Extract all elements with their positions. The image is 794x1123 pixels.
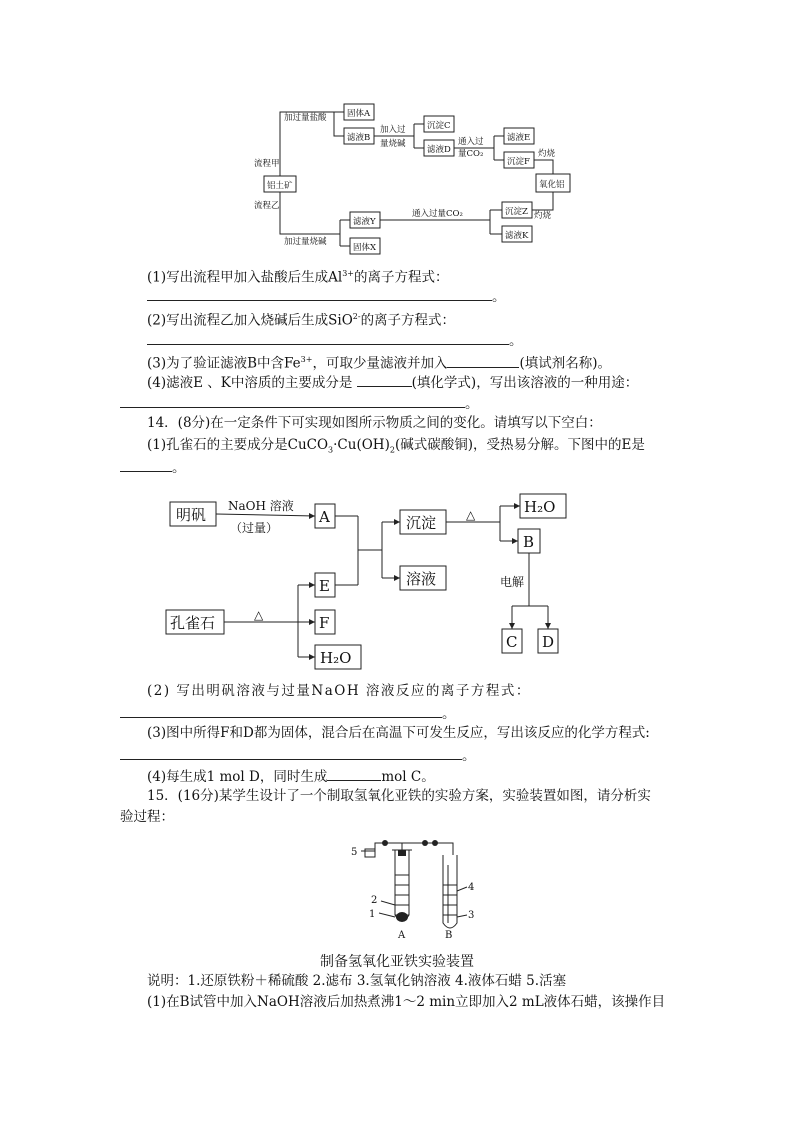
q14-2-blank[interactable]: 。 xyxy=(120,703,456,723)
flowchart-bauxite xyxy=(250,98,590,258)
q14-4-blank[interactable] xyxy=(327,766,381,781)
label-naoh: NaOH 溶液 xyxy=(228,499,294,513)
q14-1: (1)孔雀石的主要成分是$CuCO_3\cdot Cu(OH)_2$(碱式碳酸铜)，受热易分解。下图中的E是 xyxy=(147,437,645,455)
apparatus-label-4: 4 xyxy=(468,882,475,893)
apparatus-label-1: 1 xyxy=(369,909,376,920)
q13-4-blank[interactable] xyxy=(357,372,412,387)
label-burn-2: 灼烧 xyxy=(534,211,552,221)
q13-3-tail: (填试剂名称)。 xyxy=(519,355,612,372)
box-filtrate-b: 滤液B xyxy=(347,133,371,143)
label-naoh: 加过量烧碱 xyxy=(284,237,327,247)
q13-4-text: (4)滤液E 、K中溶质的主要成分是 xyxy=(147,375,357,391)
box-a: A xyxy=(319,508,330,526)
q14-4b: mol C。 xyxy=(381,769,435,785)
box-filtrate-e: 滤液E xyxy=(507,133,531,143)
box-filtrate-d: 滤液D xyxy=(427,145,451,155)
label-add-naoh-2: 量烧碱 xyxy=(380,139,406,149)
q13-3-mid: ，可取少量滤液并加入 xyxy=(312,355,448,372)
q14-2: (2) 写出明矾溶液与过量NaOH 溶液反应的离子方程式： xyxy=(147,683,531,699)
label-delta-2: △ xyxy=(254,608,264,622)
box-solid-a: 固体A xyxy=(347,109,371,119)
box-e: E xyxy=(319,577,330,595)
box-filtrate-k: 滤液K xyxy=(505,231,529,241)
apparatus-label-a: A xyxy=(398,930,406,941)
apparatus-caption: 制备氢氧化亚铁实验装置 xyxy=(320,954,474,970)
box-filtrate-y: 滤液Y xyxy=(353,217,376,227)
q15-1: (1)在B试管中加入NaOH溶液后加热煮沸1～2 min立即加入2 mL液体石蜡，该操作目 xyxy=(147,994,666,1010)
q14-1c: (碱式碳酸铜)，受热易分解。下图中的E是 xyxy=(394,437,645,453)
q14-1a: (1)孔雀石的主要成分是CuCO xyxy=(147,437,329,453)
label-add-co2-3: 通入过量CO₂ xyxy=(412,209,463,219)
q13-2-tail: 的离子方程式： xyxy=(360,312,456,329)
flowchart-alum xyxy=(160,488,580,676)
apparatus-label-2: 2 xyxy=(371,895,378,906)
q15-title-1: 15．(16分)某学生设计了一个制取氢氧化亚铁的实验方案，实验装置如图，请分析实 xyxy=(147,788,651,804)
apparatus-label-3: 3 xyxy=(468,910,475,921)
q14-1-blank[interactable]: 。 xyxy=(120,457,186,477)
label-electrolysis: 电解 xyxy=(500,575,525,589)
q14-title: 14．(8分)在一定条件下可实现如图所示物质之间的变化。请填写以下空白： xyxy=(147,415,602,431)
q14-3: (3)图中所得F和D都为固体，混合后在高温下可发生反应，写出该反应的化学方程式: xyxy=(147,725,650,741)
box-h2o-2: H₂O xyxy=(320,649,352,667)
q13-4-blank-2[interactable]: 。 xyxy=(120,393,479,413)
q15-legend: 说明：1.还原铁粉＋稀硫酸 2.滤布 3.氢氧化钠溶液 4.液体石蜡 5.活塞 xyxy=(147,973,567,989)
box-alum: 明矾 xyxy=(176,506,207,524)
q13-3-sup: 3+ xyxy=(300,355,313,364)
box-alumina: 氧化铝 xyxy=(539,180,565,190)
label-delta-1: △ xyxy=(466,508,476,522)
apparatus-label-5: 5 xyxy=(351,847,358,858)
q13-4 xyxy=(147,372,638,392)
q13-2 xyxy=(147,308,455,330)
q13-2-sup: 2- xyxy=(352,312,361,321)
label-add-co2-2: 量CO₂ xyxy=(458,149,484,159)
q13-2-text: (2)写出流程乙加入烧碱后生成SiO xyxy=(147,312,353,329)
q13-2-blank[interactable]: 。 xyxy=(147,330,523,350)
box-c: C xyxy=(506,633,518,651)
q13-3-text: (3)为了验证滤液B中含Fe xyxy=(147,355,301,372)
label-hcl: 加过量盐酸 xyxy=(284,113,327,123)
box-f: F xyxy=(319,614,330,632)
box-solid-x: 固体X xyxy=(353,243,377,253)
label-burn-1: 灼烧 xyxy=(538,149,556,159)
label-flow-a: 流程甲 xyxy=(254,159,280,169)
box-solution: 溶液 xyxy=(406,570,437,588)
box-bauxite: 铝土矿 xyxy=(267,181,293,191)
q13-4-tail: (填化学式)，写出该溶液的一种用途： xyxy=(411,375,639,391)
q14-1b: ·Cu(OH) xyxy=(333,437,390,453)
box-precip: 沉淀 xyxy=(406,514,437,532)
label-add-naoh-1: 加入过 xyxy=(380,125,406,135)
label-flow-b: 流程乙 xyxy=(254,201,280,211)
box-precip-z: 沉淀Z xyxy=(505,207,528,217)
q14-4 xyxy=(147,766,435,786)
q13-3-blank[interactable] xyxy=(447,353,519,368)
q14-3-blank[interactable]: 。 xyxy=(120,745,476,765)
q14-4a: (4)每生成1 mol D，同时生成 xyxy=(147,769,328,785)
box-precip-c: 沉淀C xyxy=(427,121,451,131)
q13-1-tail: 的离子方程式： xyxy=(354,269,449,286)
q13-1-blank[interactable]: 。 xyxy=(147,286,506,306)
apparatus-figure xyxy=(345,835,485,945)
box-precip-f: 沉淀F xyxy=(507,157,530,167)
box-h2o-1: H₂O xyxy=(524,498,556,516)
q13-1-sup: 3+ xyxy=(342,269,354,278)
apparatus-label-b: B xyxy=(445,930,453,941)
label-excess: （过量） xyxy=(230,521,279,535)
q13-3 xyxy=(147,351,611,373)
q15-title-2: 验过程： xyxy=(120,809,174,825)
box-d: D xyxy=(542,633,555,651)
label-add-co2-1: 通入过 xyxy=(458,137,484,147)
box-b: B xyxy=(523,533,535,551)
box-malachite: 孔雀石 xyxy=(170,614,216,632)
q13-1-text: (1)写出流程甲加入盐酸后生成Al xyxy=(147,269,343,286)
q13-1 xyxy=(147,265,449,287)
